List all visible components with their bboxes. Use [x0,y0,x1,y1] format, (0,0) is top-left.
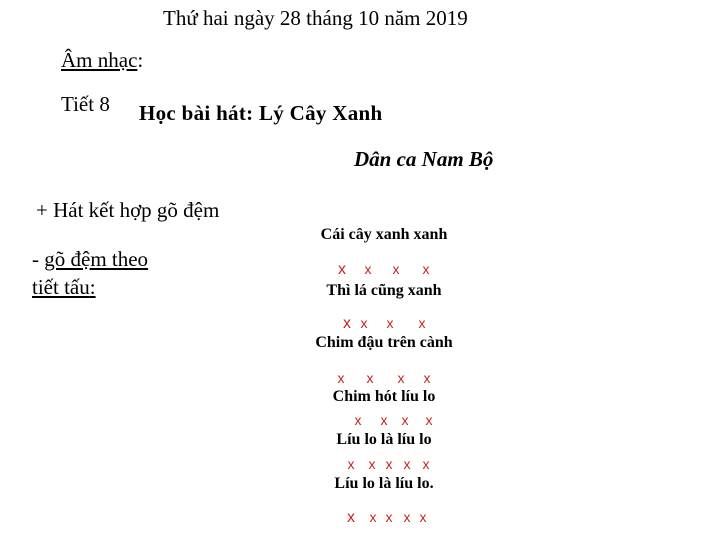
beat-mark: x [403,456,411,472]
beat-mark: x [422,261,430,277]
lyric-line-4: Chim hót líu lo [332,388,436,405]
song-title: Học bài hát: Lý Cây Xanh [139,101,383,125]
date-line: Thứ hai ngày 28 tháng 10 năm 2019 [163,6,468,30]
song-origin: Dân ca Nam Bộ [354,147,494,171]
lyric-line-2: Thì lá cũng xanh [326,282,442,299]
beat-mark: x [422,456,430,472]
method-text-1: gõ đệm theo [44,247,149,271]
beat-mark: x [403,509,411,525]
beat-mark: x [418,315,426,331]
beat-mark: x [338,261,346,278]
beat-mark: x [423,370,431,386]
lyric-line-5: Líu lo là líu lo [336,431,432,448]
beat-mark: x [369,509,377,525]
method-colon: : [89,275,96,299]
beat-mark: x [397,370,405,386]
activity-instruction: + Hát kết hợp gõ đệm [36,198,220,222]
beat-mark: x [386,315,394,331]
beat-mark: x [380,412,388,428]
beat-mark: x [347,456,355,472]
method-text-2: tiết tấu [32,275,90,299]
lesson-label: Tiết 8 [61,92,110,116]
beat-mark: x [354,412,362,428]
method-dash: - [32,247,45,271]
lyric-line-1: Cái cây xanh xanh [320,226,448,243]
beat-mark: x [343,315,351,332]
beat-mark: x [347,509,355,526]
beat-mark: x [401,412,409,428]
beat-mark: x [368,456,376,472]
beat-mark: x [385,456,393,472]
beat-mark: x [392,261,400,277]
subject-colon: : [137,48,144,72]
beat-mark: x [425,412,433,428]
beat-mark: x [366,370,374,386]
beat-mark: x [385,509,393,525]
beat-mark: x [419,509,427,525]
subject-label: Âm nhạc [61,48,138,72]
beat-mark: x [360,315,368,331]
lyric-line-3: Chim đậu trên cành [315,334,453,351]
beat-mark: x [337,370,345,386]
beat-mark: x [364,261,372,277]
lyric-line-6: Líu lo là líu lo. [334,475,434,492]
